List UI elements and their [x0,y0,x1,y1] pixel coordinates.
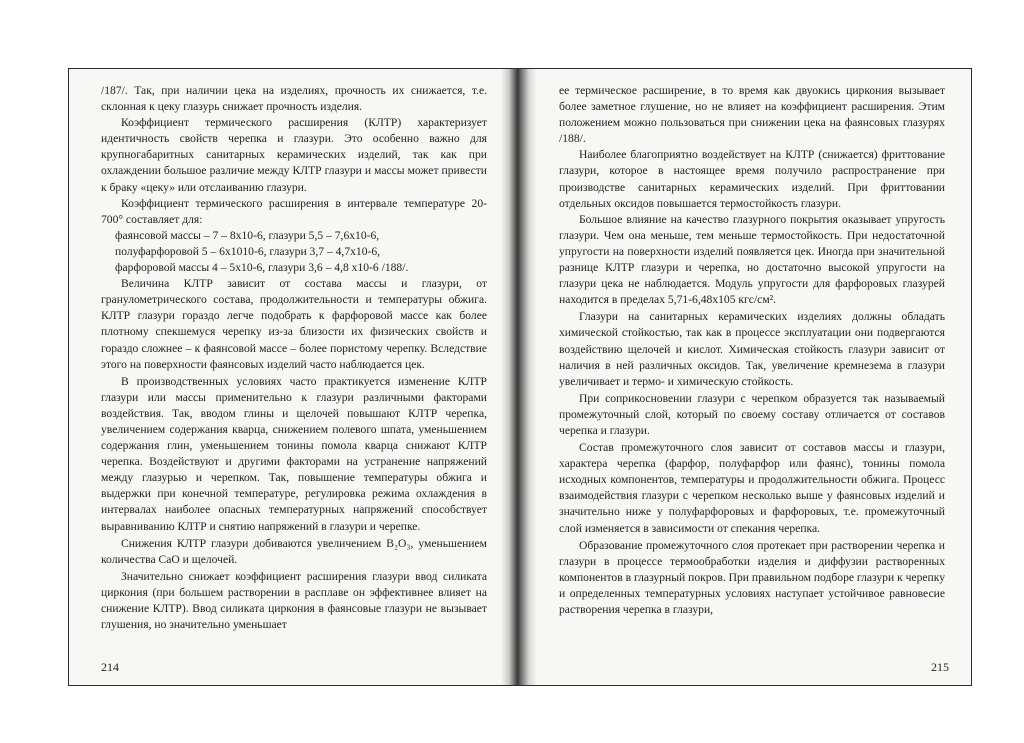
right-paragraph: ее термическое расширение, в то время как двуокись циркония вызывает более заметное глушение, но не влияет на коэффициент расширения. Этим положением можно пользоваться при снижении цека на фаянсовых глазурях /188/. [559,84,945,146]
left-paragraph: Значительно снижает коэффициент расширения глазури ввод силиката циркония (при большем растворении в расплаве он эффективнее влияет на снижение КЛТР). Ввод силиката циркония в фаянсовые глазури не вызывает глушения, но значительно уменьшает [101,569,487,632]
coefficient-line: полуфарфоровой 5 – 6x1010-6, глазури 3,7 – 4,7x10-6, [115,244,381,258]
book-spread-scan [68,68,972,686]
right-paragraph: Глазури на санитарных керамических изделиях должны обладать химической стойкостью, так как в процессе эксплуатации они подвергаются воздействию щелочей и кислот. Химическая стойкость глазури зависит от наличия в ней различных оксидов. Так, увеличение кремнезема в глазури увеличивает и термо- и химическую стойкость. [559,310,945,388]
left-page [101,83,487,633]
left-paragraph: Величина КЛТР зависит от состава массы и глазури, от гранулометрического состава, продолжительности и температуры обжига. КЛТР глазури гораздо легче подобрать к фарфоровой массе как более плотному спекшемуся черепку из-за близости их физических свойств и гораздо сложнее – к фаянсовой массе – более пористому черепку. Вследствие этого на поверхности фаянсовых изделий часто наблюдается цек. [101,277,487,371]
right-page [559,83,945,618]
right-paragraph: Образование промежуточного слоя протекает при растворении черепка и глазури в процессе термообработки изделия и диффузии растворенных компонентов в глазурный покров. При правильном подборе глазури к черепку и определенных температурных условиях наступает устойчивое равновесие растворения черепка в глазури, [559,538,945,616]
page-number-right: 215 [931,660,949,674]
coefficient-line: фарфоровой массы 4 – 5x10-6, глазури 3,6 – 4,8 x10-6 /188/. [115,261,409,275]
left-paragraph: В производственных условиях часто практикуется изменение КЛТР глазури или массы применительно к глазури различными факторами воздействия. Так, вводом глины и щелочей повышают КЛТР черепка, увеличением содержания кварца, снижением полевого шпата, уменьшением содержания глин, уменьшением тонины помола кварца снижают КЛТР черепка. Воздействуют и другими факторами на устранение напряжений между глазурью и черепком. Так, повышение температуры обжига и выдержки при конечной температуре, регулировка режима охлаждения в интервалах наиболее опасных температурных напряжений способствует выравниванию КЛТР и снятию напряжений в глазури и черепке. [101,374,487,533]
page-number-left: 214 [101,660,119,674]
right-paragraph: Наиболее благоприятно воздействует на КЛТР (снижается) фриттование глазури, которое в настоящее время получило распространение при производстве санитарных керамических изделий. При фриттовании отдельных оксидов повышается термостойкость глазури. [559,148,945,210]
left-paragraph: Снижения КЛТР глазури добиваются увеличением B₂O₃, уменьшением количества CaO и щелочей. [101,536,487,566]
left-paragraph: Коэффициент термического расширения (КЛТР) характеризует идентичность свойств черепка и глазури. Это особенно важно для крупногабаритных санитарных керамических изделий, так как при охлаждении большое различие между КЛТР глазури и массы может привести к браку «цеку» или отслаиванию глазури. [101,116,487,194]
left-paragraph: /187/. Так, при наличии цека на изделиях, прочность их снижается, т.е. склонная к цеку глазурь снижает прочность изделия. [101,84,487,114]
right-paragraph: Большое влияние на качество глазурного покрытия оказывает упругость глазури. Чем она меньше, тем меньше термостойкость. При недостаточной упругости на поверхности изделий появляется цек. Иногда при значительной разнице КЛТР глазури и черепка, но достаточно высокой упругости на глазури цека не наблюдается. Модуль упругости для фарфоровых глазурей находится в пределах 5,71-6,48x105 кгс/см². [559,212,945,307]
right-paragraph: Состав промежуточного слоя зависит от составов массы и глазури, характера черепка (фарфор, полуфарфор или фаянс), тонины помола исходных компонентов, температуры и продолжительности обжига. Процесс взаимодействия глазури с черепком несколько выше у фаянсовых изделий и значительно ниже у полуфарфоровых и фарфоровых, т.е. промежуточный слой изменяется в зависимости от спекания черепка. [559,441,945,535]
book-gutter [501,69,537,685]
right-paragraph: При соприкосновении глазури с черепком образуется так называемый промежуточный слой, который по своему составу отличается от составов черепка и глазури. [559,391,945,437]
coefficient-line: фаянсовой массы – 7 – 8x10-6, глазури 5,5 – 7,6x10-6, [115,228,380,242]
left-paragraph: Коэффициент термического расширения в интервале температуре 20-700° составляет для: [101,196,487,226]
